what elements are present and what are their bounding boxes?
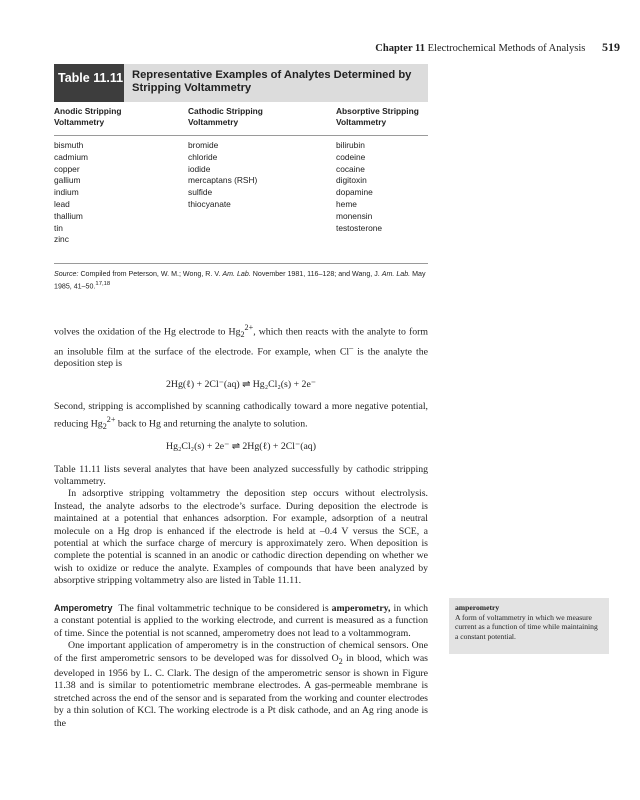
margin-glossary-note (449, 598, 609, 654)
text-span: back to Hg and returning the analyte to solution. (115, 417, 308, 429)
paragraph (54, 640, 428, 730)
table-cell: indium (54, 187, 79, 198)
page-number: 519 (602, 40, 620, 54)
paragraph: Table 11.11 lists several analytes that have been analyzed successfully by cathodic stripping voltammetry. (54, 463, 428, 487)
table-cell: testosterone (336, 222, 383, 233)
table-cell: tin (54, 222, 63, 233)
column-header-line: Cathodic Stripping (188, 106, 263, 116)
superscript: – (349, 342, 354, 352)
text-span: One important application of amperometry is in the construction of chemical sensors. One of the first amperometric sensors to be developed was for dissolved O (54, 640, 428, 664)
source-refs: 17,18 (95, 280, 111, 287)
column-header-line: Absorptive Stripping (336, 106, 419, 116)
chapter-title: Electrochemical Methods of Analysis (427, 43, 586, 54)
paragraph (54, 401, 428, 433)
key-term: amperometry, (331, 603, 391, 614)
text-span: in which a constant potential is applied to the working electrode, and current is measured as a function of time. Since the potential is not scanned, amperometry does not lead to a voltammogram. (54, 603, 429, 639)
table-header-bar (54, 64, 428, 102)
source-text: May 1985, 41–50. (54, 270, 426, 290)
chapter-number: Chapter 11 (375, 43, 425, 54)
text-span: , which then reacts with the analyte to form an insoluble film at the surface of the electrode. For example, when Cl (54, 326, 428, 357)
table-cell: iodide (188, 163, 211, 174)
column-cathodic (188, 140, 336, 263)
subscript: 2 (338, 656, 343, 666)
source-label: Source: (54, 270, 79, 278)
subscript: 2 (102, 421, 107, 431)
paragraph: In adsorptive stripping voltammetry the deposition step occurs without electrolysis. Instead, the analyte adsorbs to the electrode’s surface. During deposition the electrode is maintained at a potential that enhances adsorption. For example, adsorption of a neutral molecule on a Hg drop is enhanced if the electrode is held at –0.4 V versus the SCE, a potential at which the surface charge of mercury is approximately zero. When deposition is complete the potential is scanned in an anodic or cathodic direction depending on whether we wish to oxidize or reduce the analyte. Examples of compounds that have been analyzed by absorptive stripping voltammetry also are listed in Table 11.11. (54, 488, 428, 587)
table-title (124, 64, 428, 102)
paragraph (54, 322, 428, 371)
source-text: Compiled from Peterson, W. M.; Wong, R. V. (80, 270, 221, 278)
column-header-cathodic (188, 106, 336, 135)
subscript: 2 (240, 330, 245, 340)
source-text: November 1981, 116–128; and Wang, J. (252, 270, 380, 278)
table-cell: zinc (54, 234, 69, 245)
table-cell: lead (54, 198, 70, 209)
table-cell: dopamine (336, 187, 373, 198)
superscript: 2+ (106, 414, 116, 424)
table-cell: thiocyanate (188, 198, 231, 209)
source-journal: Am. Lab. (222, 270, 251, 278)
table-cell: bromide (188, 140, 219, 150)
table-source-note (54, 264, 428, 291)
superscript: 2+ (244, 323, 254, 332)
table-cell: cocaine (336, 163, 365, 174)
column-header-line: Voltammetry (54, 117, 105, 127)
section-heading: Amperometry (54, 603, 113, 613)
glossary-term: amperometry (455, 603, 500, 612)
amperometry-section (54, 602, 428, 730)
text-span: is the analyte the deposition step is (54, 345, 428, 370)
table-cell: thallium (54, 210, 83, 221)
source-journal: Am. Lab. (381, 270, 411, 278)
running-head (375, 40, 620, 55)
column-absorptive (336, 140, 428, 263)
text-span: volves the oxidation of the Hg electrode to Hg (54, 326, 241, 338)
paragraph (54, 602, 428, 640)
table-cell: sulfide (188, 187, 213, 198)
table-cell: bismuth (54, 140, 84, 150)
text-span: in blood, which was developed in 1956 by L. C. Clark. The design of the amperometric sensor is shown in Figure 11.38 and is similar to potentiometric membrane electrodes. A gas-permeable membrane is stretched across the end of the sensor and is separated from the working and counter electrodes by a thin solution of KCl. The working electrode is a Pt disk cathode, and an Ag ring anode is the (54, 652, 428, 729)
column-header-line: Voltammetry (336, 117, 387, 127)
table-cell: gallium (54, 175, 81, 186)
column-header-absorptive (336, 106, 428, 135)
glossary-definition: A form of voltammetry in which we measure current as a function of time while maintaining a constant potential. (455, 612, 598, 641)
table-cell: copper (54, 163, 80, 174)
table-title-line-1: Representative Examples of Analytes Determined by (132, 69, 412, 81)
table-cell: chloride (188, 151, 218, 162)
table-body (54, 136, 428, 264)
text-span: The final voltammetric technique to be considered is (118, 603, 329, 614)
table-cell: bilirubin (336, 140, 365, 150)
table-cell: monensin (336, 210, 373, 221)
table-label: Table 11.11 (54, 64, 124, 102)
equation-deposition: 2Hg(ℓ) + 2Cl⁻(aq) ⇌ Hg₂Cl₂(s) + 2e⁻ (166, 378, 316, 390)
table-cell: codeine (336, 151, 366, 162)
column-header-line: Voltammetry (188, 117, 239, 127)
table-cell: heme (336, 198, 357, 209)
column-header-line: Anodic Stripping (54, 106, 122, 116)
analyte-table (54, 64, 428, 291)
equation-stripping: Hg₂Cl₂(s) + 2e⁻ ⇌ 2Hg(ℓ) + 2Cl⁻(aq) (166, 441, 316, 453)
column-anodic (54, 140, 188, 263)
table-title-line-2: Stripping Voltammetry (132, 82, 252, 94)
body-text (54, 322, 428, 588)
text-span: Second, stripping is accomplished by scanning cathodically toward a more negative potential, reducing Hg (54, 401, 428, 429)
table-cell: digitoxin (336, 175, 367, 186)
table-column-headers (54, 102, 428, 136)
column-header-anodic (54, 106, 188, 135)
table-cell: mercaptans (RSH) (188, 175, 258, 186)
table-cell: cadmium (54, 151, 88, 162)
